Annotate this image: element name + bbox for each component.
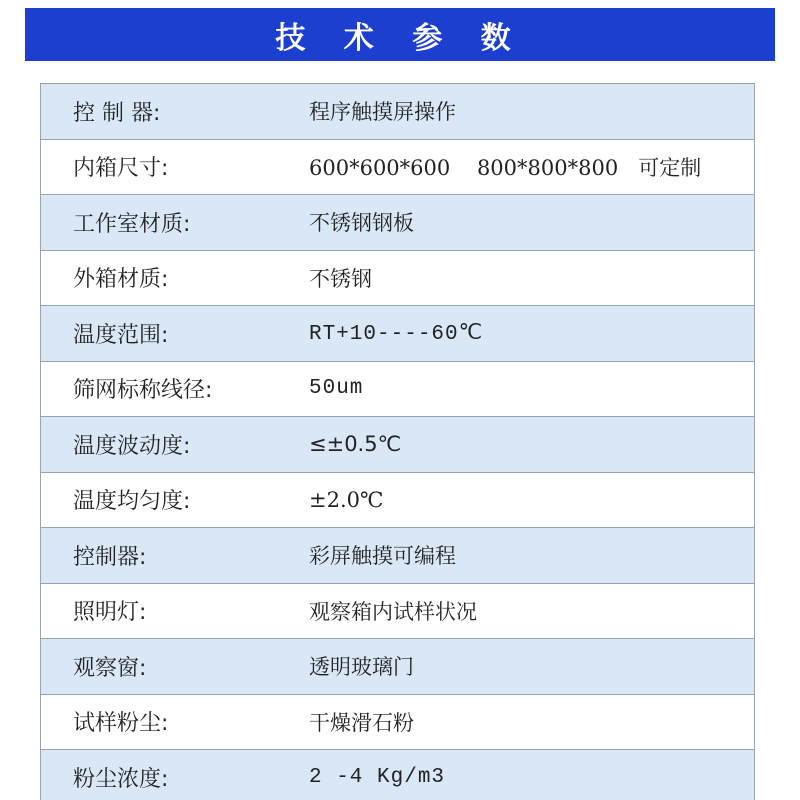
spec-value: ±2.0℃ xyxy=(309,487,384,512)
spec-label: 温度均匀度: xyxy=(73,489,191,515)
spec-label: 内箱尺寸: xyxy=(73,156,169,182)
spec-row-outer-material xyxy=(41,251,754,307)
spec-row-control-panel xyxy=(41,528,754,584)
spec-row-test-dust xyxy=(41,695,754,751)
spec-label: 控制器: xyxy=(73,544,147,570)
spec-row-mesh-diameter xyxy=(41,362,754,418)
spec-row-controller xyxy=(41,84,754,140)
spec-value: ≤±0.5℃ xyxy=(309,432,402,457)
spec-label: 粉尘浓度: xyxy=(73,767,169,793)
spec-value: 2 -4 Kg/m3 xyxy=(309,766,446,790)
spec-value: 彩屏触摸可编程 xyxy=(309,544,456,569)
spec-value: 干燥滑石粉 xyxy=(309,710,414,735)
spec-value: 不锈钢钢板 xyxy=(309,211,414,236)
spec-label: 工作室材质: xyxy=(73,211,191,237)
spec-row-chamber-material xyxy=(41,195,754,251)
spec-value: 观察箱内试样状况 xyxy=(309,599,477,624)
spec-row-dust-concentration xyxy=(41,750,754,800)
spec-row-temp-range xyxy=(41,306,754,362)
spec-row-inner-size xyxy=(41,140,754,196)
banner-title: 技 术 参 数 xyxy=(275,20,525,56)
spec-row-temp-fluctuation xyxy=(41,417,754,473)
spec-label: 照明灯: xyxy=(73,600,147,626)
spec-value: 透明玻璃门 xyxy=(309,655,414,680)
spec-row-window xyxy=(41,639,754,695)
spec-label: 试样粉尘: xyxy=(73,711,169,737)
spec-row-lighting xyxy=(41,584,754,640)
spec-row-temp-uniformity xyxy=(41,473,754,529)
spec-label: 观察窗: xyxy=(73,655,147,681)
spec-table xyxy=(40,83,755,800)
spec-label: 控 制 器: xyxy=(73,100,161,126)
spec-value: 50um xyxy=(309,377,364,401)
spec-value: 不锈钢 xyxy=(309,266,372,291)
title-banner xyxy=(25,8,775,61)
spec-label: 筛网标称线径: xyxy=(73,378,213,404)
spec-label: 温度范围: xyxy=(73,322,169,348)
spec-value: RT+10----60℃ xyxy=(309,323,484,347)
spec-value: 600*600*600 800*800*800 可定制 xyxy=(309,155,702,180)
spec-value: 程序触摸屏操作 xyxy=(309,100,456,125)
spec-label: 外箱材质: xyxy=(73,267,169,293)
spec-label: 温度波动度: xyxy=(73,433,191,459)
